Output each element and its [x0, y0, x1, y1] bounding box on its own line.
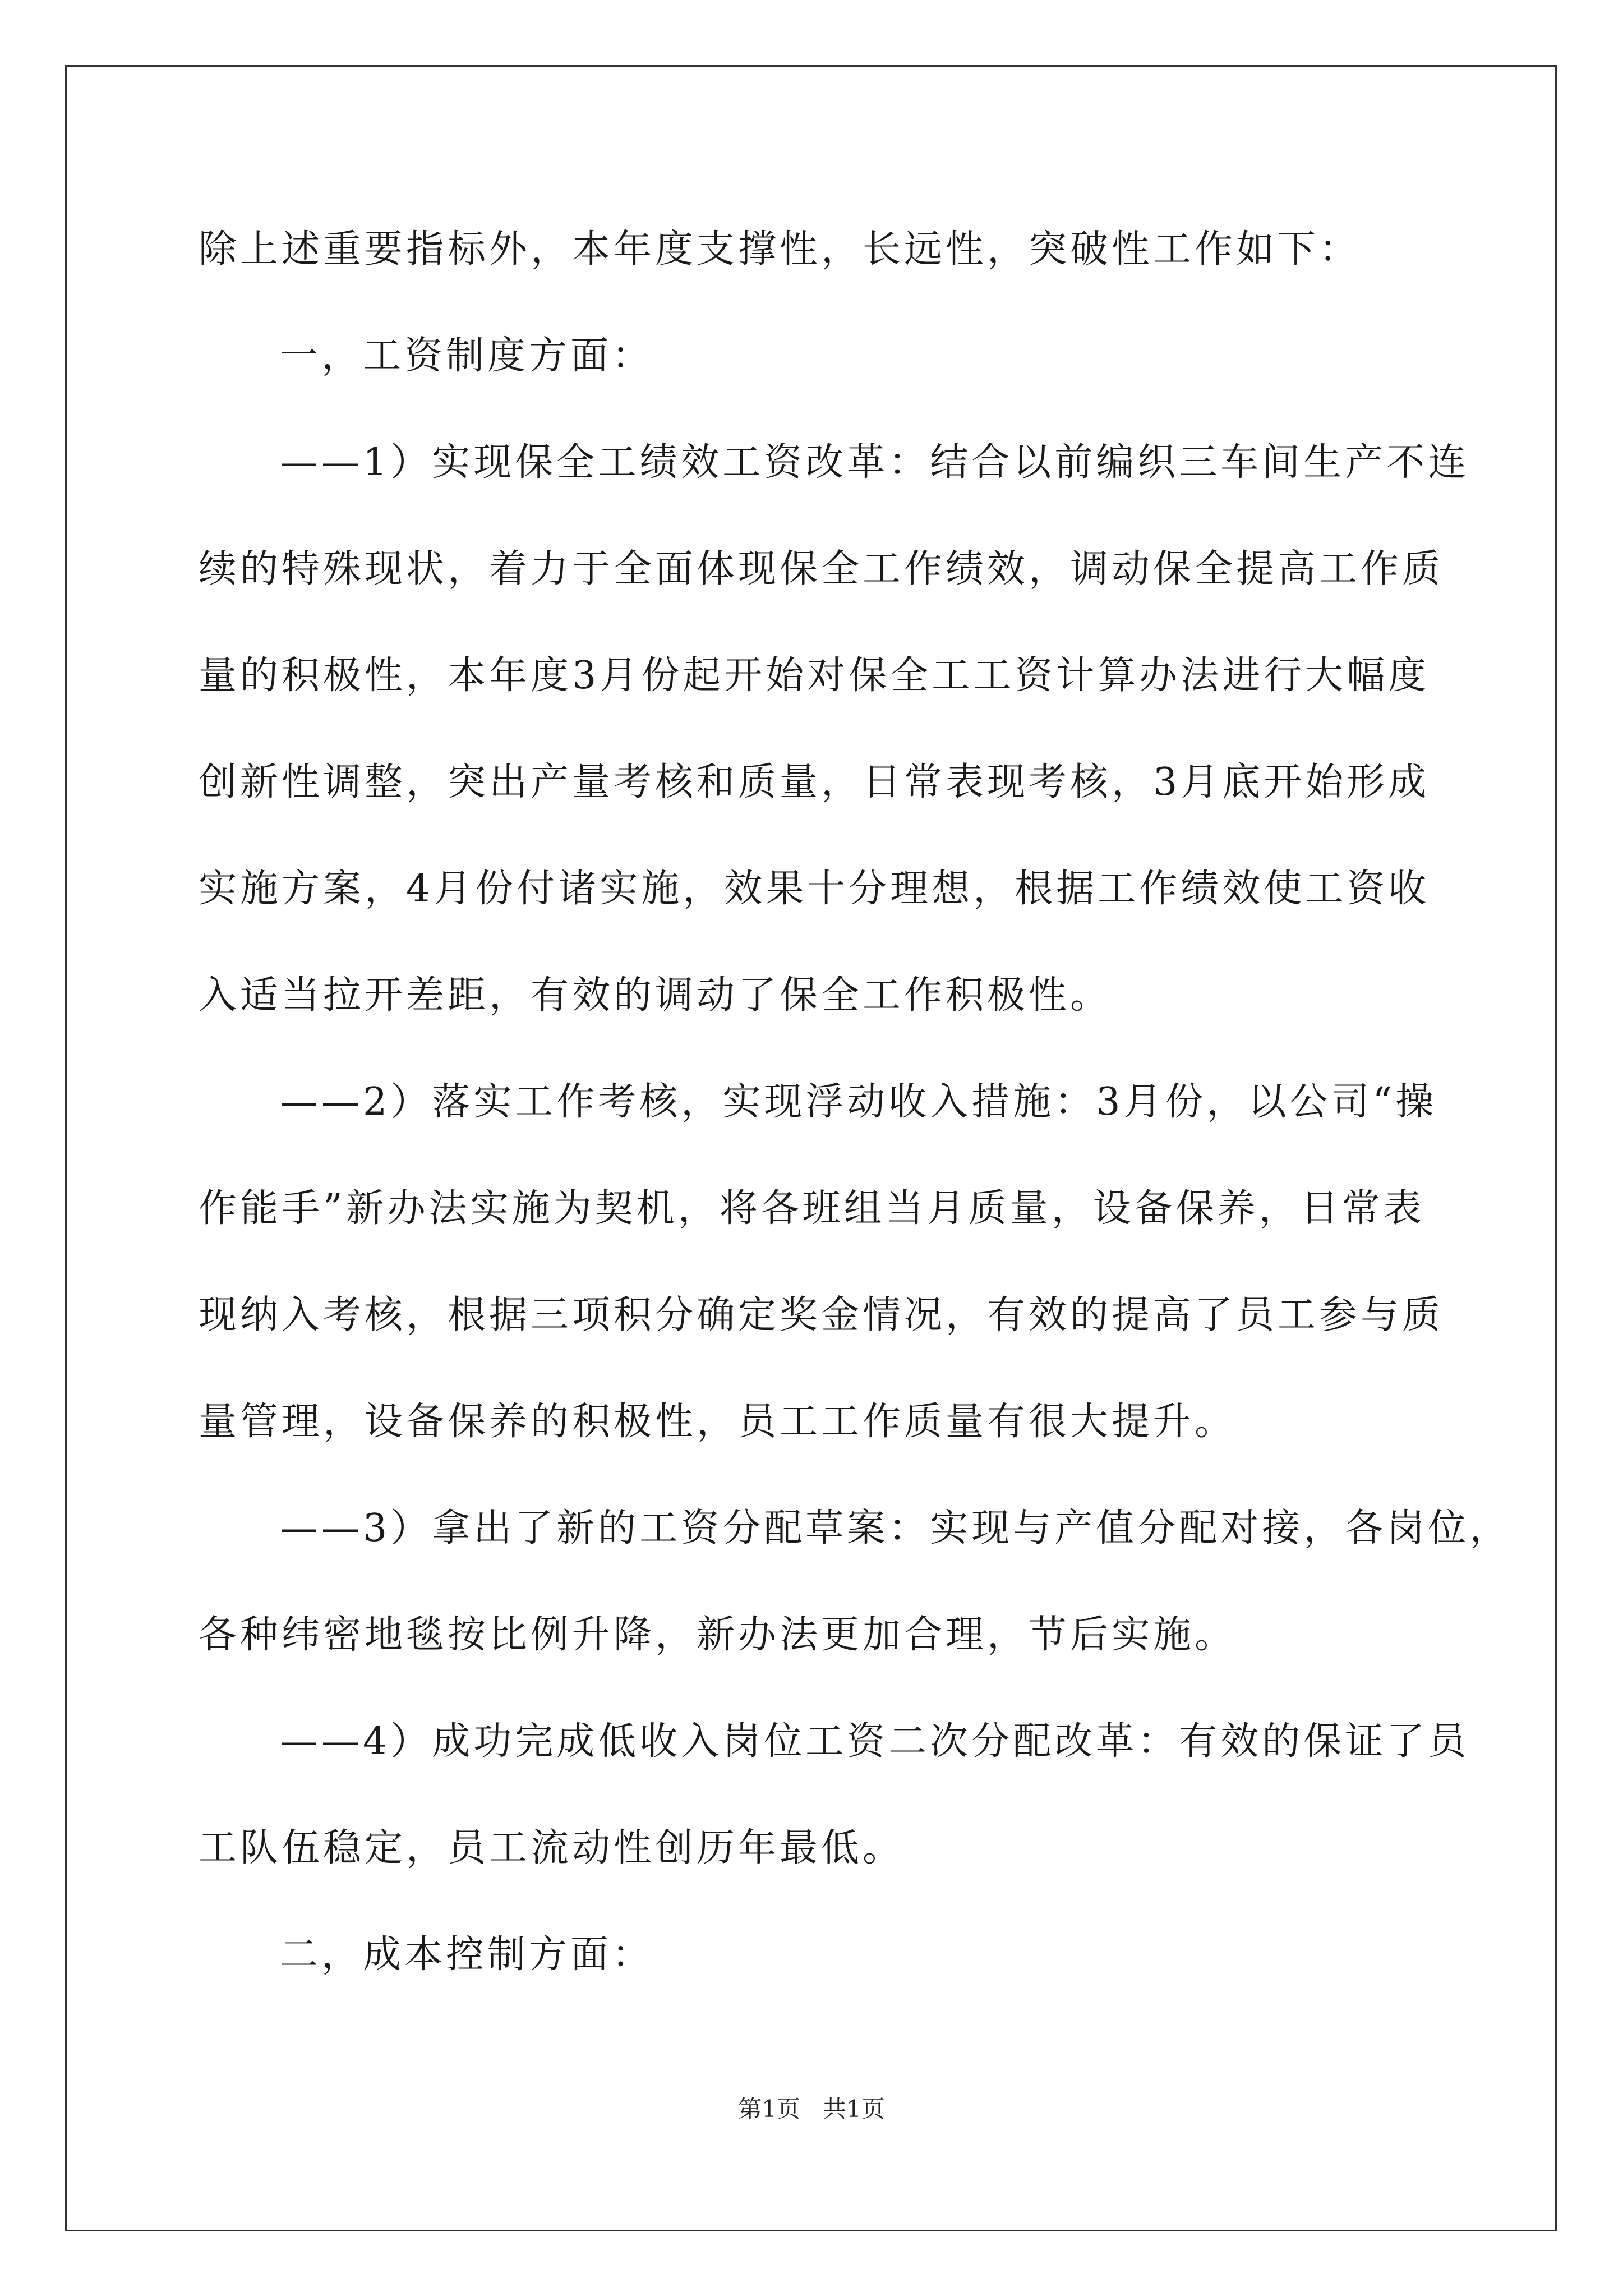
- document-body: [199, 216, 1511, 2028]
- item-2-line-4: 量管理，设备保养的积极性，员工工作质量有很大提升。: [199, 1400, 1237, 1444]
- item-3-line-2: 各种纬密地毯按比例升降，新办法更加合理，节后实施。: [199, 1613, 1237, 1657]
- item-1-line-1: ——1）实现保全工绩效工资改革：结合以前编织三车间生产不连: [280, 440, 1470, 485]
- item-1-line-5: 实施方案，4月份付诸实施，效果十分理想，根据工作绩效使工资收: [199, 867, 1430, 911]
- item-1-line-4: 创新性调整，突出产量考核和质量，日常表现考核，3月底开始形成: [199, 760, 1430, 804]
- item-2-line-2: 作能手”新办法实施为契机，将各班组当月质量，设备保养，日常表: [199, 1186, 1425, 1231]
- item-1-line-6: 入适当拉开差距，有效的调动了保全工作积极性。: [199, 973, 1112, 1018]
- item-3-line-1: ——3）拿出了新的工资分配草案：实现与产值分配对接，各岗位，: [280, 1506, 1511, 1550]
- item-4-line-1: ——4）成功完成低收入岗位工资二次分配改革：有效的保证了员: [280, 1719, 1470, 1764]
- item-2-line-3: 现纳入考核，根据三项积分确定奖金情况，有效的提高了员工参与质: [199, 1293, 1444, 1337]
- item-2-line-1: ——2）落实工作考核，实现浮动收入措施：3月份，以公司“操: [280, 1080, 1437, 1124]
- page-footer: 第1页 共1页: [738, 2095, 885, 2123]
- item-4-line-2: 工队伍稳定，员工流动性创历年最低。: [199, 1826, 905, 1870]
- section-heading-cost-control: 二，成本控制方面：: [280, 1932, 654, 1977]
- section-heading-wage-system: 一，工资制度方面：: [280, 334, 654, 378]
- paragraph-intro: 除上述重要指标外，本年度支撑性，长远性，突破性工作如下：: [199, 227, 1361, 272]
- item-1-line-3: 量的积极性，本年度3月份起开始对保全工工资计算办法进行大幅度: [199, 654, 1430, 698]
- item-1-line-2: 续的特殊现状，着力于全面体现保全工作绩效，调动保全提高工作质: [199, 547, 1444, 591]
